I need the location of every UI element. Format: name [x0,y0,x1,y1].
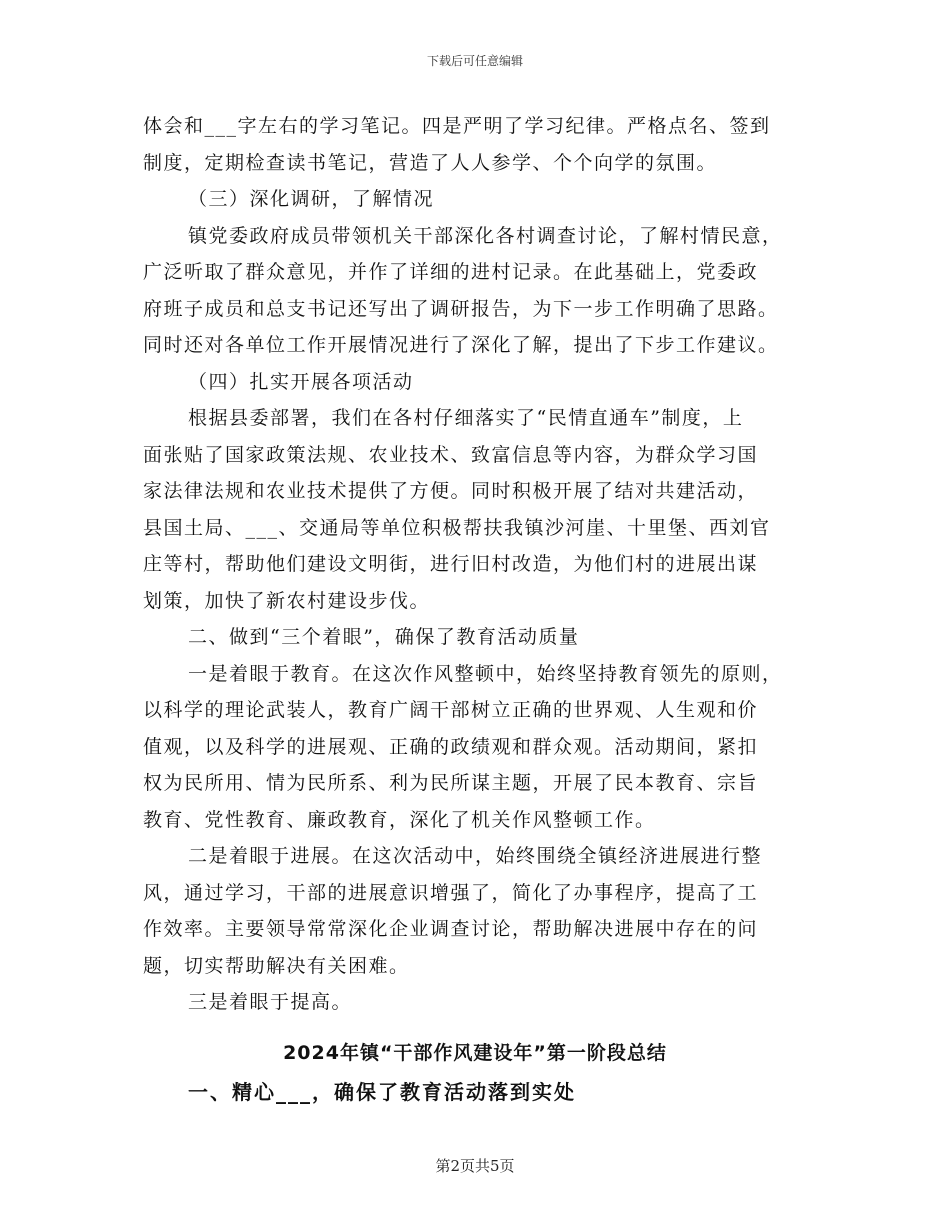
text-line-10: 面张贴了国家政策法规、农业技术、致富信息等内容，为群众学习国 [143,443,759,466]
text-line-13: 庄等村，帮助他们建设文明街，进行旧村改造，为他们村的进展出谋 [143,553,759,575]
text-line-11: 家法律法规和农业技术提供了方便。同时积极开展了结对共建活动， [143,480,759,502]
text-line-23: 作效率。主要领导常常深化企业调查讨论，帮助解决进展中存在的问 [143,918,759,940]
subheading-research: （三）深化调研，了解情况 [188,188,435,210]
text-line-20: 教育、党性教育、廉政教育，深化了机关作风整顿工作。 [143,808,656,831]
text-line-17: 以科学的理论武装人，教育广阔干部树立正确的世界观、人生观和价 [143,699,759,721]
section-heading: 一、精心___，确保了教育活动落到实处 [188,1080,576,1104]
text-line-19: 权为民所用、情为民所系、利为民所谋主题，开展了民本教育、宗旨 [143,772,759,794]
text-line-25: 三是着眼于提高。 [188,991,353,1013]
text-line-4: 镇党委政府成员带领机关干部深化各村调查讨论，了解村情民意， [188,224,783,247]
page-header: 下载后可任意编辑 [426,54,523,68]
text-line-9: 根据县委部署，我们在各村仔细落实了“民情直通车”制度，上 [188,407,744,429]
text-line-14: 划策，加快了新农村建设步伐。 [143,589,431,612]
text-line-6: 府班子成员和总支书记还写出了调研报告，为下一步工作明确了思路。 [143,297,779,320]
section-two-heading: 二、做到“三个着眼”，确保了教育活动质量 [188,626,580,648]
text-line-16: 一是着眼于教育。在这次作风整顿中，始终坚持教育领先的原则， [188,662,783,685]
text-line-7: 同时还对各单位工作开展情况进行了深化了解，提出了下步工作建议。 [143,334,779,356]
text-line-1: 体会和___字左右的学习笔记。四是严明了学习纪律。严格点名、签到 [143,115,771,137]
text-line-5: 广泛听取了群众意见，并作了详细的进村记录。在此基础上，党委政 [143,261,759,283]
text-line-24: 题，切实帮助解决有关困难。 [143,954,410,977]
text-line-2: 制度，定期检查读书笔记，营造了人人参学、个个向学的氛围。 [143,151,718,174]
text-line-18: 值观，以及科学的进展观、正确的政绩观和群众观。活动期间，紧扣 [143,735,759,758]
document-title: 2024年镇“干部作风建设年”第一阶段总结 [283,1042,667,1064]
page-number: 第2页共5页 [435,1157,515,1175]
text-line-21: 二是着眼于进展。在这次活动中，始终围绕全镇经济进展进行整 [188,845,763,867]
document-body [143,108,811,1021]
text-line-12: 县国土局、___、交通局等单位积极帮扶我镇沙河崖、十里堡、西刘官 [143,516,771,539]
text-line-22: 风，通过学习，干部的进展意识增强了，简化了办事程序，提高了工 [143,881,759,904]
subheading-activities: （四）扎实开展各项活动 [188,370,414,393]
